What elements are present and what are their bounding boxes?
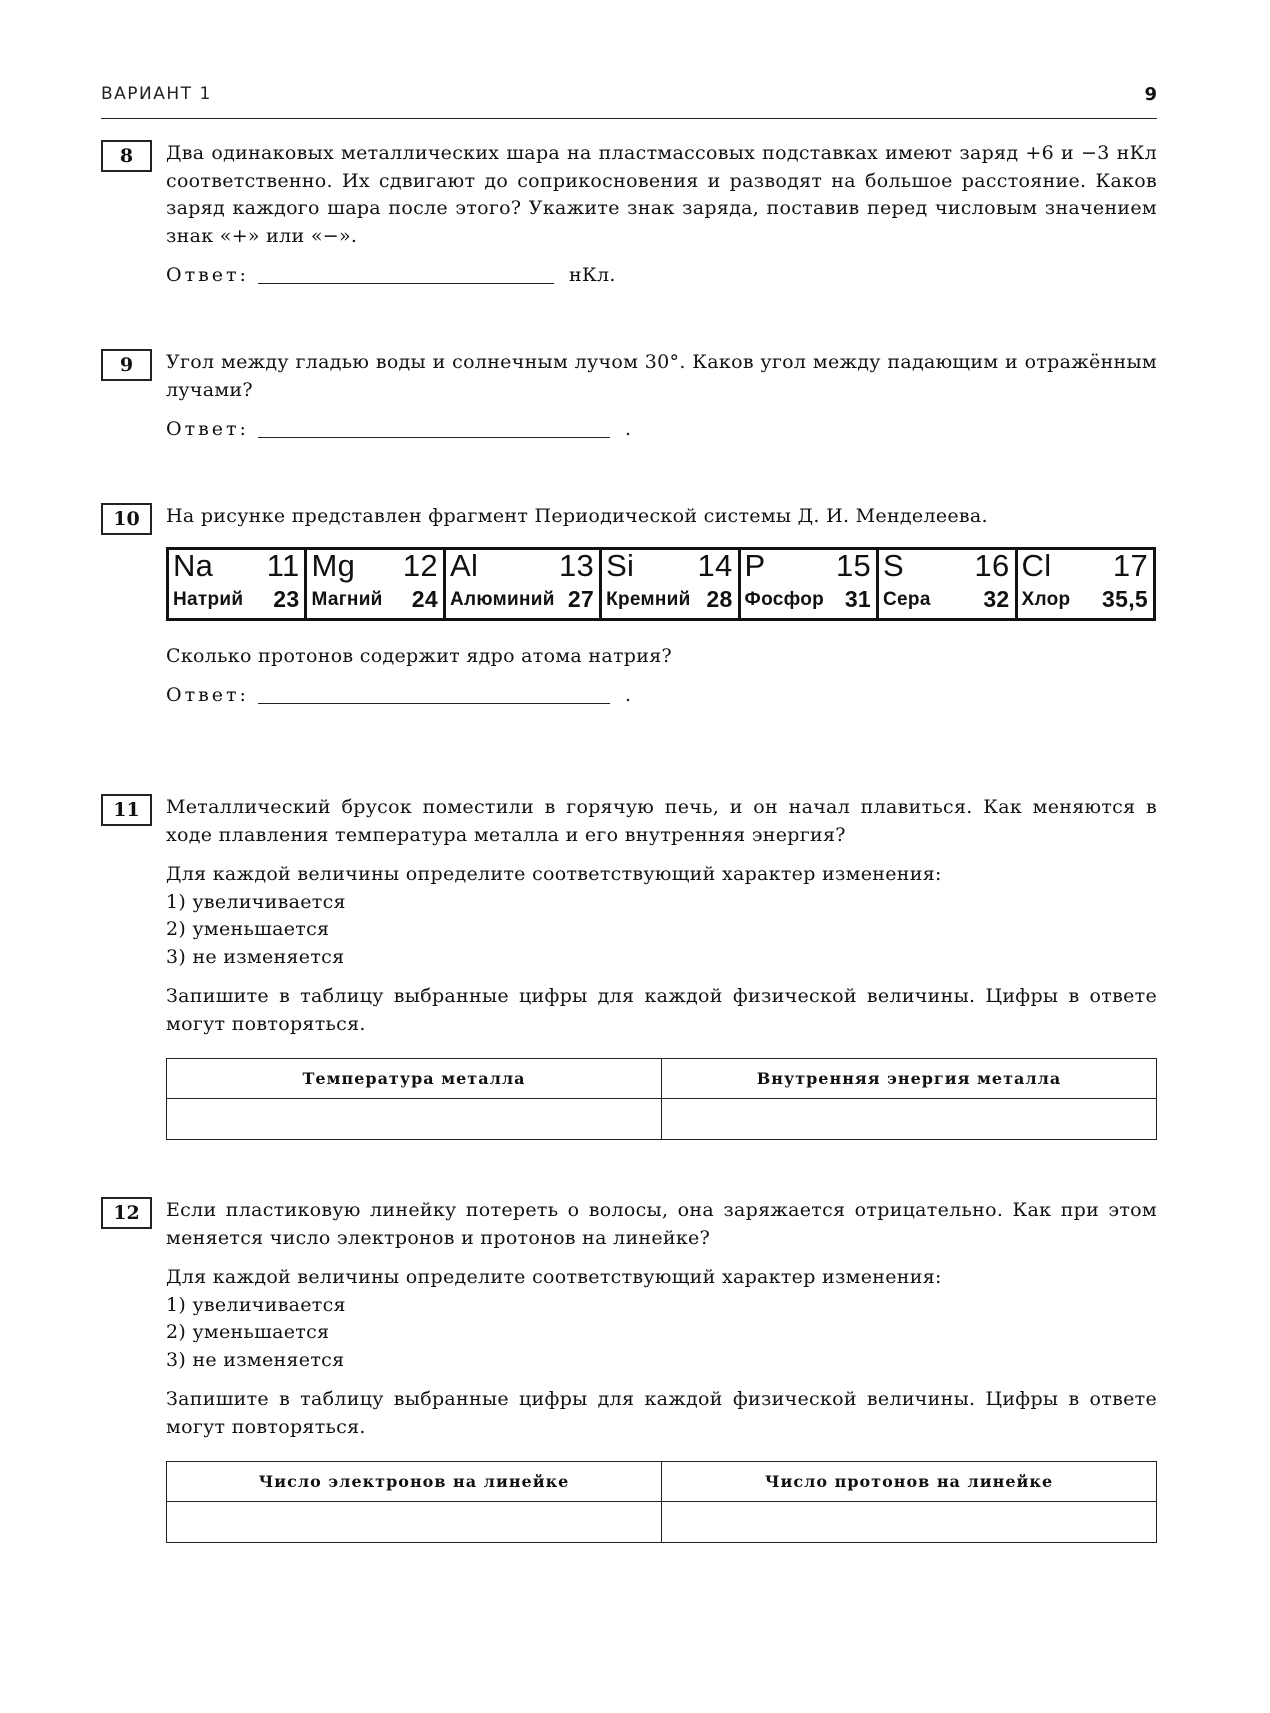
- atomic-number: 16: [974, 547, 1010, 583]
- page-header: [101, 84, 1157, 119]
- element-cell-cl: [1018, 547, 1153, 618]
- atomic-number: 13: [558, 547, 595, 583]
- atomic-mass: 23: [273, 586, 300, 612]
- answer-end: .: [625, 684, 632, 706]
- element-name: Магний: [311, 589, 383, 610]
- answer-cell[interactable]: [662, 1502, 1157, 1543]
- element-name: Кремний: [606, 589, 691, 610]
- answer-cell[interactable]: [167, 1099, 662, 1140]
- task-text: Металлический брусок поместили в горячую печь, и он начал плавиться. Как меняются в ходе плавления температура металла и его внутренняя энергия?: [166, 796, 1157, 846]
- atomic-mass: 35,5: [1102, 586, 1148, 612]
- task-text: Если пластиковую линейку потереть о волосы, она заряжается отрицательно. Как при этом меняется число электронов и протонов на линейке?: [166, 1199, 1157, 1249]
- element-name: Фосфор: [744, 589, 825, 610]
- task-text: Два одинаковых металлических шара на пластмассовых подставках имеют заряд +6 и −3 нКл соответственно. Их сдвигают до соприкосновения и разводят на большое расстояние. Каков заряд каждого шара после этого? Укажите знак заряда, поставив перед числовым значением знак «+» или «−».: [166, 142, 1157, 247]
- column-header: Число электронов на линейке: [167, 1462, 662, 1502]
- element-name: Хлор: [1021, 589, 1071, 610]
- answer-cell[interactable]: [167, 1502, 662, 1543]
- option-item: 2) уменьшается: [166, 1321, 330, 1343]
- task-number: 9: [101, 349, 152, 381]
- atomic-number: 11: [266, 547, 300, 583]
- task-note: Запишите в таблицу выбранные цифры для каждой физической величины. Цифры в ответе могут повторяться.: [166, 1388, 1157, 1438]
- option-item: 2) уменьшается: [166, 918, 330, 940]
- element-symbol: Na: [173, 547, 214, 583]
- element-cell-na: [169, 547, 307, 618]
- answer-table: [166, 1461, 1157, 1543]
- element-cell-s: [879, 547, 1017, 618]
- answer-field[interactable]: [258, 417, 610, 438]
- answer-field[interactable]: [258, 683, 610, 704]
- task-9: [101, 349, 1157, 444]
- periodic-table-fragment: [166, 547, 1156, 621]
- answer-table: [166, 1058, 1157, 1140]
- task-instruction: Для каждой величины определите соответствующий характер изменения:: [166, 863, 942, 885]
- task-number: 8: [101, 140, 152, 172]
- task-11: [101, 794, 1157, 1140]
- element-symbol: Mg: [311, 547, 356, 583]
- task-10: [101, 503, 1157, 710]
- answer-label: Ответ:: [166, 418, 249, 440]
- answer-row: [166, 682, 1157, 710]
- task-number: 12: [101, 1197, 152, 1229]
- atomic-mass: 24: [411, 586, 438, 612]
- task-instruction: Для каждой величины определите соответствующий характер изменения:: [166, 1266, 942, 1288]
- atomic-number: 17: [1112, 547, 1148, 583]
- answer-end: .: [625, 418, 632, 440]
- task-number: 11: [101, 794, 152, 826]
- element-symbol: Cl: [1021, 547, 1052, 583]
- atomic-number: 12: [402, 547, 438, 583]
- task-text: Угол между гладью воды и солнечным лучом 30°. Каков угол между падающим и отражённым лучами?: [166, 351, 1157, 401]
- element-cell-al: [446, 547, 602, 618]
- element-symbol: P: [744, 547, 766, 583]
- column-header: Число протонов на линейке: [662, 1462, 1157, 1502]
- answer-row: [166, 416, 1157, 444]
- atomic-mass: 32: [983, 586, 1010, 612]
- task-question: Сколько протонов содержит ядро атома натрия?: [166, 644, 673, 667]
- element-name: Алюминий: [449, 589, 555, 610]
- element-name: Сера: [883, 589, 931, 610]
- task-note: Запишите в таблицу выбранные цифры для каждой физической величины. Цифры в ответе могут повторяться.: [166, 985, 1157, 1035]
- element-name: Натрий: [173, 589, 244, 610]
- options-list: [166, 889, 1157, 972]
- task-text: На рисунке представлен фрагмент Периодической системы Д. И. Менделеева.: [166, 505, 988, 527]
- answer-label: Ответ:: [166, 264, 249, 286]
- answer-field[interactable]: [258, 263, 554, 284]
- element-cell-p: [741, 547, 879, 618]
- option-item: 1) увеличивается: [166, 1293, 346, 1316]
- atomic-number: 14: [697, 547, 733, 583]
- answer-label: Ответ:: [166, 684, 249, 706]
- element-symbol: Al: [449, 547, 479, 583]
- answer-unit: нКл.: [569, 264, 616, 286]
- option-item: 3) не изменяется: [166, 1348, 345, 1371]
- variant-title: ВАРИАНТ 1: [101, 84, 212, 104]
- answer-row: [166, 262, 1157, 290]
- task-number: 10: [101, 503, 152, 535]
- atomic-number: 15: [835, 547, 872, 583]
- task-12: [101, 1197, 1157, 1543]
- task-8: [101, 140, 1157, 290]
- atomic-mass: 27: [567, 586, 595, 612]
- column-header: Внутренняя энергия металла: [662, 1059, 1157, 1099]
- atomic-mass: 28: [706, 586, 733, 612]
- answer-cell[interactable]: [662, 1099, 1157, 1140]
- element-cell-si: [602, 547, 740, 618]
- options-list: [166, 1292, 1157, 1375]
- option-item: 3) не изменяется: [166, 945, 345, 968]
- element-cell-mg: [307, 547, 445, 618]
- option-item: 1) увеличивается: [166, 890, 346, 913]
- atomic-mass: 31: [844, 586, 872, 612]
- page-number: 9: [1144, 84, 1157, 105]
- element-symbol: Si: [606, 547, 635, 583]
- element-symbol: S: [883, 547, 905, 583]
- column-header: Температура металла: [167, 1059, 662, 1099]
